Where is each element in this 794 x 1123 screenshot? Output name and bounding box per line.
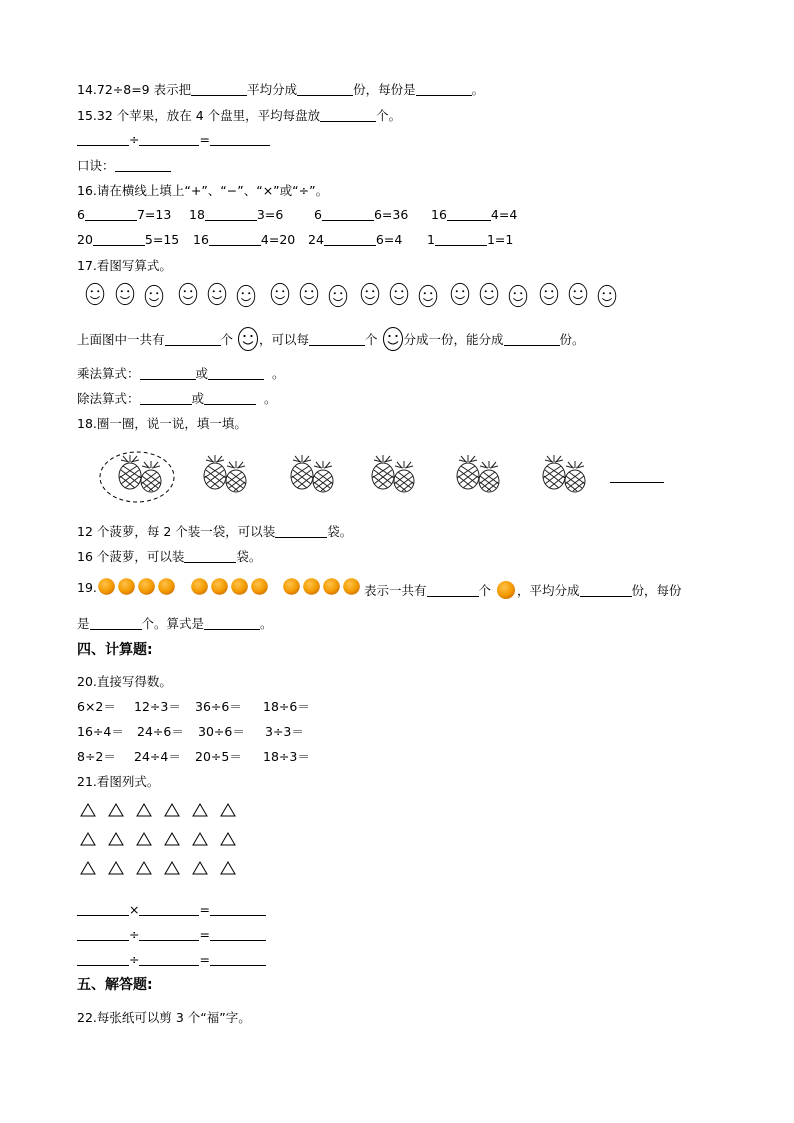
answer-blank[interactable] xyxy=(77,951,129,966)
answer-blank[interactable] xyxy=(140,390,192,405)
q20-row-3: 8÷2＝ 24÷4＝ 20÷5＝ 18÷3＝ xyxy=(77,749,310,764)
triangle-icon xyxy=(220,832,236,846)
q14-text-b: 平均分成 xyxy=(247,82,298,97)
orange-icon xyxy=(158,578,175,595)
answer-blank[interactable] xyxy=(205,206,257,221)
triangle-icon xyxy=(80,832,96,846)
orange-icon xyxy=(231,578,248,595)
smiley-face-icon xyxy=(84,282,106,306)
triangle-icon xyxy=(220,861,236,875)
q16-r2-c3: 24 6=4 xyxy=(308,232,403,247)
q19-line-1: 表示一共有 个 ，平均分成 份，每份 xyxy=(364,580,682,600)
smiley-face-icon xyxy=(596,284,618,308)
triangle-icon xyxy=(136,803,152,817)
answer-blank[interactable] xyxy=(204,615,260,630)
q21-equation-2: ÷ = xyxy=(77,926,266,942)
q17-division: 除法算式： 或 。 xyxy=(77,391,277,406)
triangle-icon xyxy=(80,803,96,817)
smiley-face-icon xyxy=(359,282,381,306)
answer-blank[interactable] xyxy=(77,926,129,941)
q17-text-c: ，可以每 xyxy=(259,332,310,347)
q14-text-d: 。 xyxy=(471,82,485,97)
triangle-icon xyxy=(136,832,152,846)
q16-r1-c3: 6 6=36 xyxy=(314,207,409,222)
triangle-icon xyxy=(136,861,152,875)
smiley-face-icon xyxy=(507,284,529,308)
smiley-face-icon xyxy=(206,282,228,306)
q15-koujue xyxy=(77,156,171,174)
answer-blank[interactable] xyxy=(210,901,266,916)
orange-icon xyxy=(211,578,228,595)
divide-sign: ÷ xyxy=(129,132,140,147)
section-5-heading: 五、解答题: xyxy=(77,977,153,993)
triangle-icon xyxy=(164,832,180,846)
smiley-face-icon xyxy=(177,282,199,306)
answer-blank[interactable] xyxy=(209,231,261,246)
smiley-face-icon xyxy=(327,284,349,308)
answer-blank[interactable] xyxy=(309,331,365,346)
q16-r1-c1: 6 7=13 xyxy=(77,207,172,222)
triangle-icon xyxy=(108,803,124,817)
q16-r1-c4: 16 4=4 xyxy=(431,207,518,222)
answer-blank[interactable] xyxy=(210,926,266,941)
q18-title: 18.圈一圈，说一说，填一填。 xyxy=(77,416,247,431)
pineapple-groups-row xyxy=(96,446,676,506)
answer-blank[interactable] xyxy=(115,157,171,172)
answer-blank[interactable] xyxy=(320,107,376,122)
triangle-icon xyxy=(108,861,124,875)
q17-text-a: 上面图中一共有 xyxy=(77,332,165,347)
q17-text-e: 分成一份，能分成 xyxy=(403,332,504,347)
q16-row-1 xyxy=(77,206,597,224)
triangle-icon xyxy=(164,803,180,817)
answer-blank[interactable] xyxy=(93,231,145,246)
smiley-face-icon xyxy=(143,284,165,308)
q20-row-2: 16÷4＝ 24÷6＝ 30÷6＝ 3÷3＝ xyxy=(77,724,304,739)
pineapple-pair-icon xyxy=(369,454,417,494)
orange-icon xyxy=(118,578,135,595)
q20-title: 20.直接写得数。 xyxy=(77,674,172,689)
orange-icon xyxy=(191,578,208,595)
q16-r2-c2: 16 4=20 xyxy=(193,232,296,247)
q15-equation xyxy=(77,131,270,147)
q17-multiplication: 乘法算式： 或 。 xyxy=(77,366,285,381)
answer-blank[interactable] xyxy=(139,926,199,941)
answer-blank[interactable] xyxy=(139,951,199,966)
q18-line-2: 16 个菠萝，可以装 袋。 xyxy=(77,549,262,564)
mult-label: 乘法算式： xyxy=(77,366,140,381)
q19-line-2: 是 个。算式是 。 xyxy=(77,616,273,631)
triangle-icon xyxy=(80,861,96,875)
answer-blank[interactable] xyxy=(324,231,376,246)
answer-blank[interactable] xyxy=(85,206,137,221)
q16-r2-c4: 1 1=1 xyxy=(427,232,514,247)
div-label: 除法算式： xyxy=(77,391,140,406)
koujue-label: 口诀： xyxy=(77,158,115,173)
answer-blank[interactable] xyxy=(504,331,560,346)
q20-row-1: 6×2＝ 12÷3＝ 36÷6＝ 18÷6＝ xyxy=(77,699,310,714)
or-text: 或 xyxy=(191,391,205,406)
q21-equation-1: × = xyxy=(77,901,266,917)
smiley-face-icon xyxy=(382,326,404,352)
answer-blank[interactable] xyxy=(139,901,199,916)
orange-icon xyxy=(283,578,300,595)
smiley-face-icon xyxy=(269,282,291,306)
pineapple-pair-icon xyxy=(116,454,164,494)
answer-blank[interactable] xyxy=(275,523,327,538)
answer-blank[interactable] xyxy=(204,390,256,405)
orange-icon xyxy=(251,578,268,595)
smiley-face-icon xyxy=(567,282,589,306)
answer-blank[interactable] xyxy=(447,206,491,221)
q17-text-b: 个 xyxy=(220,332,234,347)
q14-text-c: 份，每份是 xyxy=(353,82,416,97)
orange-icon xyxy=(303,578,320,595)
answer-blank[interactable] xyxy=(77,131,129,146)
q22-title: 22.每张纸可以剪 3 个“福”字。 xyxy=(77,1010,251,1025)
q18-line-1: 12 个菠萝，每 2 个装一袋，可以装 袋。 xyxy=(77,524,353,539)
q14-text-a: 14.72÷8=9 表示把 xyxy=(77,82,192,97)
pineapple-pair-icon xyxy=(201,454,249,494)
q21-title: 21.看图列式。 xyxy=(77,774,160,789)
orange-icon xyxy=(323,578,340,595)
answer-blank[interactable] xyxy=(165,331,221,346)
smiley-face-icon xyxy=(538,282,560,306)
answer-blank[interactable] xyxy=(140,365,196,380)
q19-number: 19. xyxy=(77,580,97,595)
equals-sign: = xyxy=(199,132,210,147)
q16-row-2 xyxy=(77,231,597,249)
smiley-face-icon xyxy=(478,282,500,306)
answer-blank[interactable] xyxy=(184,548,236,563)
smiley-face-icon xyxy=(237,326,259,352)
answer-blank[interactable] xyxy=(416,81,472,96)
answer-blank[interactable] xyxy=(435,231,487,246)
q16-title: 16.请在横线上填上“+”、“−”、“×”或“÷”。 xyxy=(77,183,329,198)
triangle-icon xyxy=(192,803,208,817)
smiley-face-icon xyxy=(388,282,410,306)
triangle-icon xyxy=(220,803,236,817)
answer-blank[interactable] xyxy=(322,206,374,221)
q15-text-b: 个。 xyxy=(376,108,402,123)
smiley-face-icon xyxy=(235,284,257,308)
smiley-face-icon xyxy=(449,282,471,306)
q15-text-a: 15.32 个苹果，放在 4 个盘里，平均每盘放 xyxy=(77,108,321,123)
orange-icon xyxy=(138,578,155,595)
pineapple-pair-icon xyxy=(454,454,502,494)
answer-blank[interactable] xyxy=(297,81,353,96)
answer-blank[interactable] xyxy=(90,615,142,630)
q17-title: 17.看图写算式。 xyxy=(77,258,172,273)
answer-blank[interactable] xyxy=(139,131,199,146)
question-14 xyxy=(77,80,484,98)
answer-blank[interactable] xyxy=(210,951,266,966)
or-text: 或 xyxy=(195,366,209,381)
q17-text-d: 个 xyxy=(365,332,378,347)
q17-text-f: 份。 xyxy=(559,332,585,347)
answer-blank[interactable] xyxy=(610,482,664,483)
answer-blank[interactable] xyxy=(191,81,247,96)
section-4-heading: 四、计算题: xyxy=(77,642,153,658)
triangle-icon xyxy=(192,832,208,846)
q21-equation-3: ÷ = xyxy=(77,951,266,967)
answer-blank[interactable] xyxy=(427,582,479,597)
question-15 xyxy=(77,106,401,124)
answer-blank[interactable] xyxy=(208,365,264,380)
triangle-icon xyxy=(108,832,124,846)
answer-blank[interactable] xyxy=(580,582,632,597)
q16-r1-c2: 18 3=6 xyxy=(189,207,284,222)
q16-r2-c1: 20 5=15 xyxy=(77,232,180,247)
pineapple-pair-icon xyxy=(540,454,588,494)
smiley-faces-row xyxy=(80,282,620,310)
answer-blank[interactable] xyxy=(77,901,129,916)
smiley-face-icon xyxy=(114,282,136,306)
pineapple-pair-icon xyxy=(288,454,336,494)
orange-icon xyxy=(343,578,360,595)
orange-icon xyxy=(98,578,115,595)
triangle-icon xyxy=(164,861,180,875)
answer-blank[interactable] xyxy=(210,131,270,146)
triangle-icon xyxy=(192,861,208,875)
q17-line-1 xyxy=(77,326,585,352)
smiley-face-icon xyxy=(298,282,320,306)
orange-icon xyxy=(496,580,516,600)
smiley-face-icon xyxy=(417,284,439,308)
